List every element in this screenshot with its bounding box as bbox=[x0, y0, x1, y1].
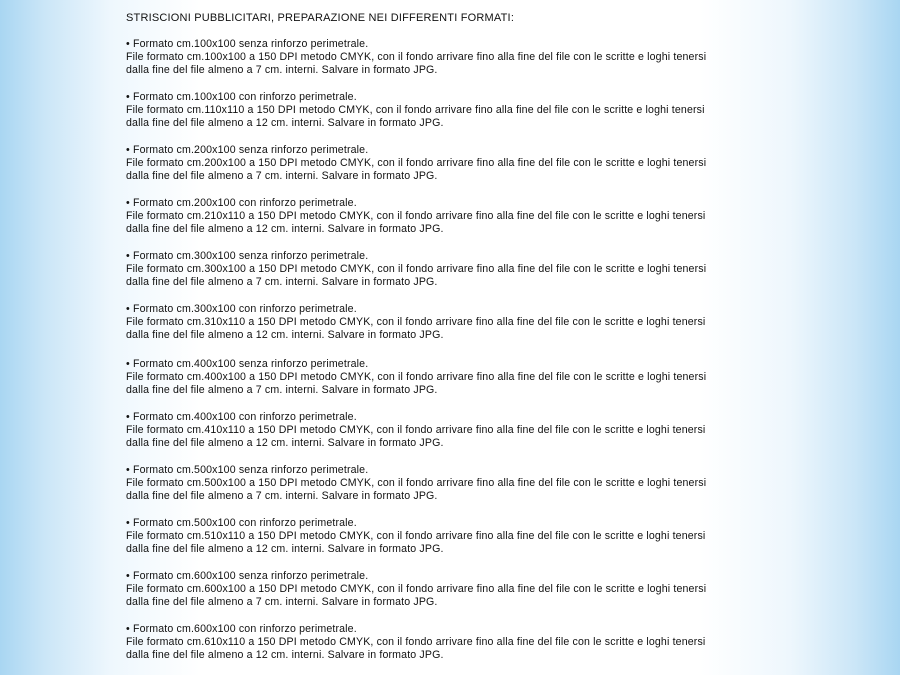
format-heading: • Formato cm.600x100 con rinforzo perimetrale. bbox=[126, 623, 357, 635]
format-heading: • Formato cm.500x100 senza rinforzo perimetrale. bbox=[126, 464, 369, 476]
format-heading: • Formato cm.100x100 senza rinforzo perimetrale. bbox=[126, 38, 369, 50]
format-description-line: dalla fine del file almeno a 7 cm. interni. Salvare in formato JPG. bbox=[126, 490, 438, 502]
format-description-line: File formato cm.310x110 a 150 DPI metodo CMYK, con il fondo arrivare fino alla fine del file con le scritte e loghi tenersi bbox=[126, 316, 706, 328]
format-entry bbox=[126, 570, 806, 609]
format-heading: • Formato cm.400x100 senza rinforzo perimetrale. bbox=[126, 358, 369, 370]
format-description-line: dalla fine del file almeno a 12 cm. interni. Salvare in formato JPG. bbox=[126, 543, 444, 555]
format-heading: • Formato cm.200x100 con rinforzo perimetrale. bbox=[126, 197, 357, 209]
format-description-line: File formato cm.400x100 a 150 DPI metodo CMYK, con il fondo arrivare fino alla fine del file con le scritte e loghi tenersi bbox=[126, 371, 707, 383]
format-entry bbox=[126, 250, 806, 289]
format-list bbox=[126, 38, 806, 662]
format-heading: • Formato cm.300x100 senza rinforzo perimetrale. bbox=[126, 250, 369, 262]
format-description-line: File formato cm.500x100 a 150 DPI metodo CMYK, con il fondo arrivare fino alla fine del file con le scritte e loghi tenersi bbox=[126, 477, 707, 489]
format-entry bbox=[126, 623, 806, 662]
format-description-line: File formato cm.600x100 a 150 DPI metodo CMYK, con il fondo arrivare fino alla fine del file con le scritte e loghi tenersi bbox=[126, 583, 707, 595]
format-description-line: dalla fine del file almeno a 7 cm. interni. Salvare in formato JPG. bbox=[126, 596, 438, 608]
format-description-line: dalla fine del file almeno a 12 cm. interni. Salvare in formato JPG. bbox=[126, 437, 444, 449]
format-description-line: dalla fine del file almeno a 7 cm. interni. Salvare in formato JPG. bbox=[126, 64, 438, 76]
format-entry bbox=[126, 38, 806, 77]
format-description-line: File formato cm.510x110 a 150 DPI metodo CMYK, con il fondo arrivare fino alla fine del file con le scritte e loghi tenersi bbox=[126, 530, 706, 542]
format-heading: • Formato cm.600x100 senza rinforzo perimetrale. bbox=[126, 570, 369, 582]
format-description-line: dalla fine del file almeno a 12 cm. interni. Salvare in formato JPG. bbox=[126, 117, 444, 129]
format-description-line: dalla fine del file almeno a 12 cm. interni. Salvare in formato JPG. bbox=[126, 223, 444, 235]
format-entry bbox=[126, 197, 806, 236]
format-entry bbox=[126, 517, 806, 556]
page-title: STRISCIONI PUBBLICITARI, PREPARAZIONE NEI DIFFERENTI FORMATI: bbox=[126, 12, 515, 24]
format-description-line: dalla fine del file almeno a 12 cm. interni. Salvare in formato JPG. bbox=[126, 329, 444, 341]
format-entry bbox=[126, 144, 806, 183]
format-entry bbox=[126, 91, 806, 130]
format-entry bbox=[126, 358, 806, 397]
format-description-line: dalla fine del file almeno a 12 cm. interni. Salvare in formato JPG. bbox=[126, 649, 444, 661]
format-description-line: File formato cm.610x110 a 150 DPI metodo CMYK, con il fondo arrivare fino alla fine del file con le scritte e loghi tenersi bbox=[126, 636, 706, 648]
format-description-line: dalla fine del file almeno a 7 cm. interni. Salvare in formato JPG. bbox=[126, 276, 438, 288]
format-description-line: File formato cm.100x100 a 150 DPI metodo CMYK, con il fondo arrivare fino alla fine del file con le scritte e loghi tenersi bbox=[126, 51, 707, 63]
format-entry bbox=[126, 411, 806, 450]
format-description-line: File formato cm.200x100 a 150 DPI metodo CMYK, con il fondo arrivare fino alla fine del file con le scritte e loghi tenersi bbox=[126, 157, 707, 169]
format-description-line: dalla fine del file almeno a 7 cm. interni. Salvare in formato JPG. bbox=[126, 170, 438, 182]
document-body bbox=[126, 12, 806, 662]
format-description-line: File formato cm.210x110 a 150 DPI metodo CMYK, con il fondo arrivare fino alla fine del file con le scritte e loghi tenersi bbox=[126, 210, 706, 222]
format-entry bbox=[126, 303, 806, 342]
format-heading: • Formato cm.100x100 con rinforzo perimetrale. bbox=[126, 91, 357, 103]
format-heading: • Formato cm.400x100 con rinforzo perimetrale. bbox=[126, 411, 357, 423]
format-entry bbox=[126, 464, 806, 503]
format-heading: • Formato cm.500x100 con rinforzo perimetrale. bbox=[126, 517, 357, 529]
format-description-line: File formato cm.110x110 a 150 DPI metodo CMYK, con il fondo arrivare fino alla fine del file con le scritte e loghi tenersi bbox=[126, 104, 705, 116]
format-description-line: File formato cm.410x110 a 150 DPI metodo CMYK, con il fondo arrivare fino alla fine del file con le scritte e loghi tenersi bbox=[126, 424, 706, 436]
format-description-line: File formato cm.300x100 a 150 DPI metodo CMYK, con il fondo arrivare fino alla fine del file con le scritte e loghi tenersi bbox=[126, 263, 707, 275]
format-heading: • Formato cm.300x100 con rinforzo perimetrale. bbox=[126, 303, 357, 315]
format-heading: • Formato cm.200x100 senza rinforzo perimetrale. bbox=[126, 144, 369, 156]
format-description-line: dalla fine del file almeno a 7 cm. interni. Salvare in formato JPG. bbox=[126, 384, 438, 396]
